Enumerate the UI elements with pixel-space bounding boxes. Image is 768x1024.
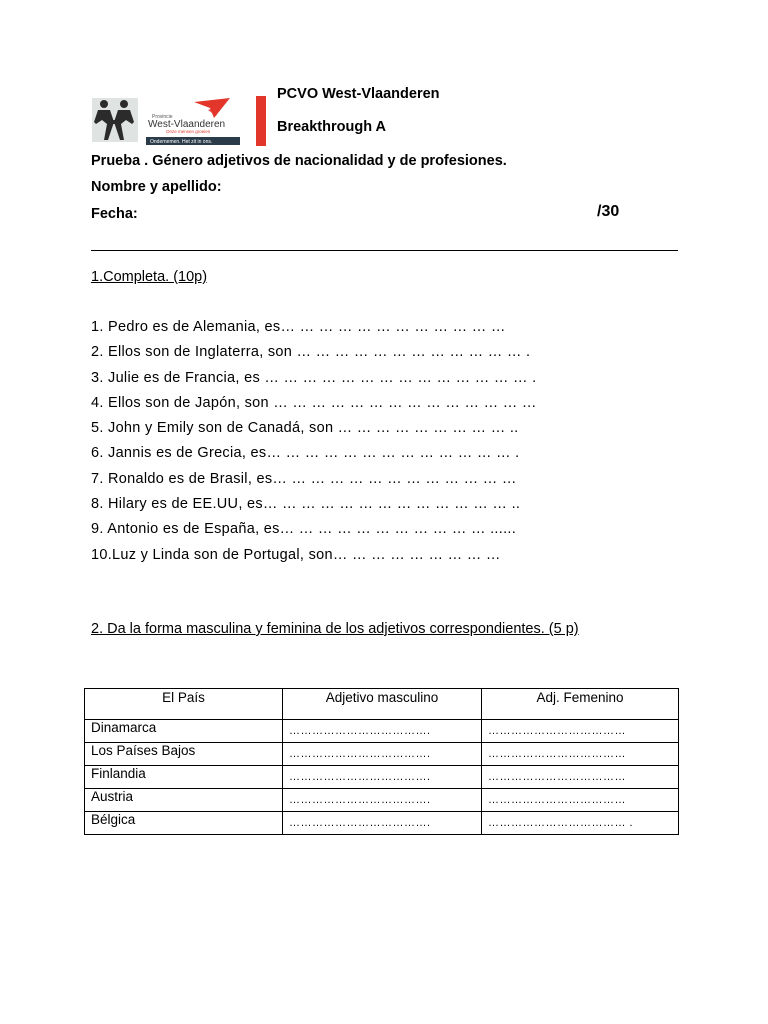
masculine-blank: ………………………………. — [283, 812, 482, 835]
country-cell: Finlandia — [85, 766, 283, 789]
masculine-blank: ………………………………. — [283, 720, 482, 743]
table-row — [85, 766, 679, 789]
masculine-blank: ………………………………. — [283, 743, 482, 766]
list-item: 4. Ellos son de Japón, son … … … … … … … … … … … … … … — [91, 394, 537, 411]
divider-line — [91, 250, 678, 251]
exercise1-list — [91, 318, 537, 571]
list-item: 10.Luz y Linda son de Portugal, son… … … … … … … … … — [91, 546, 501, 563]
country-cell: Austria — [85, 789, 283, 812]
table-row — [85, 789, 679, 812]
list-item: 5. John y Emily son de Canadá, son … … … … … … … … … .. — [91, 420, 519, 437]
column-header: Adjetivo masculino — [283, 689, 482, 720]
svg-text:Provincie: Provincie — [152, 114, 173, 120]
course-level: Breakthrough A — [277, 119, 387, 135]
table-row — [85, 720, 679, 743]
name-label: Nombre y apellido: — [91, 179, 222, 195]
section2-heading: 2. Da la forma masculina y feminina de los adjetivos correspondientes. (5 p) — [91, 621, 579, 637]
score-total: /30 — [597, 203, 620, 220]
school-logo — [90, 96, 240, 146]
country-cell: Los Países Bajos — [85, 743, 283, 766]
list-item: 6. Jannis es de Grecia, es… … … … … … … … … … … … … . — [91, 445, 520, 462]
list-item: 9. Antonio es de España, es… … … … … … … … … … … ...... — [91, 521, 517, 538]
table-header-row — [85, 689, 679, 720]
masculine-blank: ………………………………. — [283, 789, 482, 812]
column-header: Adj. Femenino — [482, 689, 679, 720]
column-header: El País — [85, 689, 283, 720]
header-accent-bar — [256, 96, 266, 146]
country-cell: Bélgica — [85, 812, 283, 835]
section1-heading: 1.Completa. (10p) — [91, 269, 208, 285]
masculine-blank: ………………………………. — [283, 766, 482, 789]
organization-name: PCVO West-Vlaanderen — [277, 86, 440, 102]
svg-text:Ondernemen. Het zit in ons.: Ondernemen. Het zit in ons. — [150, 139, 213, 145]
adjectives-table — [84, 688, 679, 835]
list-item: 8. Hilary es de EE.UU, es… … … … … … … … … … … … … .. — [91, 496, 521, 513]
table-row — [85, 812, 679, 835]
country-cell: Dinamarca — [85, 720, 283, 743]
svg-text:Onze mensen groeien: Onze mensen groeien — [166, 129, 211, 134]
feminine-blank: ……………………………… — [482, 743, 679, 766]
feminine-blank: ……………………………… — [482, 720, 679, 743]
svg-text:West-Vlaanderen: West-Vlaanderen — [148, 119, 226, 130]
date-label: Fecha: — [91, 206, 138, 222]
logo-graphic-icon — [90, 96, 240, 146]
list-item: 7. Ronaldo es de Brasil, es… … … … … … … … … … … … … — [91, 470, 517, 487]
test-title: Prueba . Género adjetivos de nacionalidad y de profesiones. — [91, 153, 507, 169]
feminine-blank: ……………………………… — [482, 766, 679, 789]
list-item: 3. Julie es de Francia, es … … … … … … … … … … … … … … . — [91, 369, 537, 386]
table-row — [85, 743, 679, 766]
list-item: 2. Ellos son de Inglaterra, son … … … … … … … … … … … … . — [91, 344, 531, 361]
list-item: 1. Pedro es de Alemania, es… … … … … … … … … … … … — [91, 319, 506, 335]
feminine-blank: ……………………………… — [482, 789, 679, 812]
feminine-blank: ……………………………… . — [482, 812, 679, 835]
